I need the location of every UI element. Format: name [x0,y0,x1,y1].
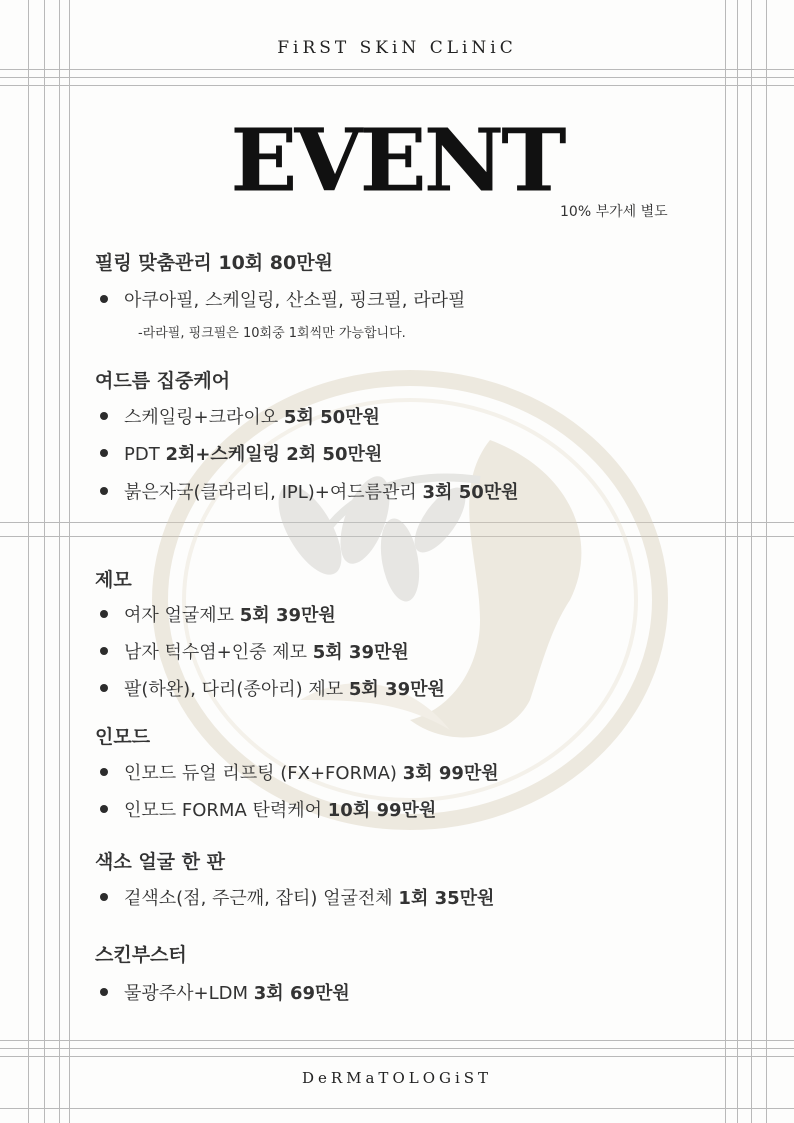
section-title-hair-removal: 제모 [95,569,132,591]
item-text: 여자 얼굴제모 [124,605,240,626]
frame-line [0,85,794,86]
bullet-dot [100,684,108,692]
frame-line [0,1048,794,1049]
item-price: 3회 50만원 [422,482,519,503]
list-item [100,403,380,429]
list-item [100,796,436,822]
list-item [100,478,519,504]
bullet-dot [100,487,108,495]
item-text: 스케일링+크라이오 [124,407,284,428]
footer-brand: DeRMaTOLOGiST [301,1069,493,1087]
item-price: 10회 99만원 [327,800,437,821]
list-item [100,638,409,664]
bullet-dot [100,647,108,655]
item-price: 3회 99만원 [402,763,499,784]
section-title-inmode: 인모드 [95,726,151,748]
item-price: 3회 69만원 [253,983,350,1004]
bullet-dot [100,988,108,996]
page-title: EVENT [230,109,564,211]
frame-line [0,1040,794,1041]
bullet-dot [100,893,108,901]
section-note: -라라필, 핑크필은 10회중 1회씩만 가능합니다. [138,326,406,341]
bullet-dot [100,768,108,776]
section-title-acne: 여드름 집중케어 [95,370,231,392]
list-item [100,979,350,1005]
list-item [100,675,445,701]
list-item [100,884,494,910]
list-item [100,601,336,627]
item-text: PDT [124,444,166,465]
frame-line [0,77,794,78]
item-price: 5회 50만원 [283,407,380,428]
item-text: 아쿠아필, 스케일링, 산소필, 핑크필, 라라필 [124,290,466,311]
item-price: 1회 35만원 [398,888,495,909]
clinic-brand: FiRST SKiN CLiNiC [277,38,517,58]
item-text: 붉은자국(클라리티, IPL)+여드름관리 [124,482,423,503]
list-item [100,440,382,466]
section-title-peeling: 필링 맞춤관리 10회 80만원 [95,252,333,274]
item-text: 겉색소(점, 주근깨, 잡티) 얼굴전체 [124,888,399,909]
item-price: 5회 39만원 [348,679,445,700]
item-price: 2회+스케일링 2회 50만원 [165,444,383,465]
bullet-dot [100,295,108,303]
bullet-dot [100,610,108,618]
section-title-skin-booster: 스킨부스터 [95,944,187,966]
list-item [100,286,465,312]
item-price: 5회 39만원 [239,605,336,626]
item-text: 인모드 듀얼 리프팅 (FX+FORMA) [124,763,403,784]
item-text: 인모드 FORMA 탄력케어 [124,800,328,821]
bullet-dot [100,805,108,813]
item-text: 남자 턱수염+인중 제모 [124,642,313,663]
frame-line [0,1108,794,1109]
frame-line [0,1056,794,1057]
section-title-pigment: 색소 얼굴 한 판 [95,851,225,873]
item-text: 물광주사+LDM [124,983,254,1004]
vat-note: 10% 부가세 별도 [560,204,668,220]
item-price: 5회 39만원 [312,642,409,663]
bullet-dot [100,412,108,420]
bullet-dot [100,449,108,457]
item-text: 팔(하완), 다리(종아리) 제모 [124,679,349,700]
frame-line [0,69,794,70]
list-item [100,759,499,785]
